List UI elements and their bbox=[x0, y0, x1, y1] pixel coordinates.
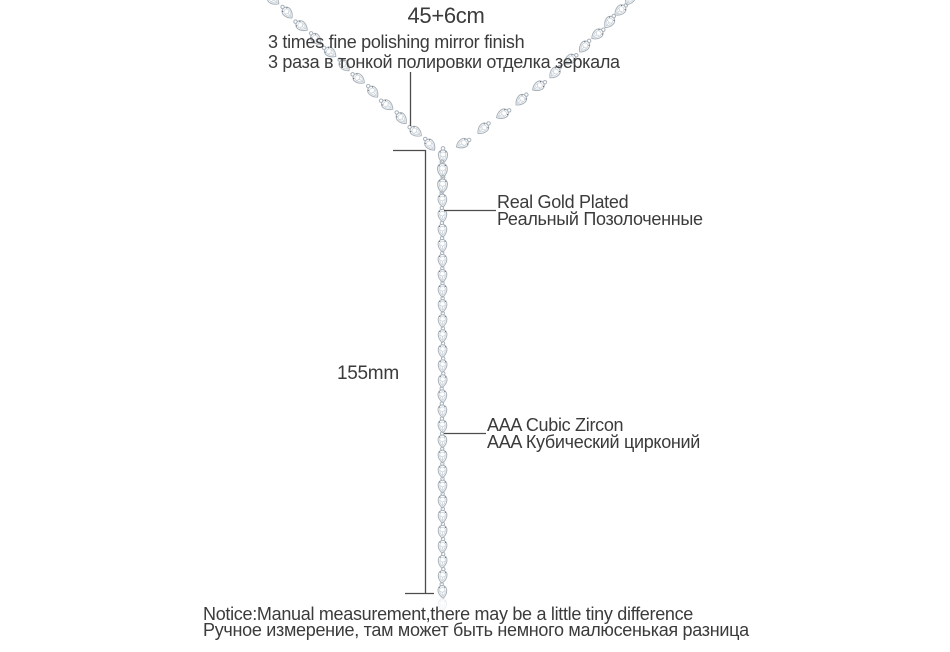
chain-length-label: 45+6cm bbox=[407, 3, 485, 28]
drop-length-label: 155mm bbox=[337, 363, 399, 384]
gold-plated-label bbox=[497, 194, 703, 227]
necklace-chain bbox=[263, 0, 639, 611]
zircon-label-ru: AAA Кубический цирконий bbox=[487, 431, 701, 452]
notice-label-ru: Ручное измерение, там может быть немного малюсенькая разница bbox=[203, 620, 749, 640]
gold-plated-label-en: Real Gold Plated bbox=[497, 192, 629, 212]
notice-label-en: Notice:Manual measurement,there may be a little tiny difference bbox=[203, 604, 694, 624]
zircon-label-en: AAA Cubic Zircon bbox=[487, 415, 624, 435]
notice-label bbox=[203, 606, 749, 638]
zircon-label bbox=[487, 417, 700, 450]
polishing-label-ru: 3 раза в тонкой полировки отделка зеркала bbox=[268, 52, 620, 72]
polishing-label-en: 3 times fine polishing mirror finish bbox=[268, 32, 525, 52]
gold-plated-label-ru: Реальный Позолоченные bbox=[497, 208, 703, 229]
polishing-label bbox=[268, 32, 620, 72]
